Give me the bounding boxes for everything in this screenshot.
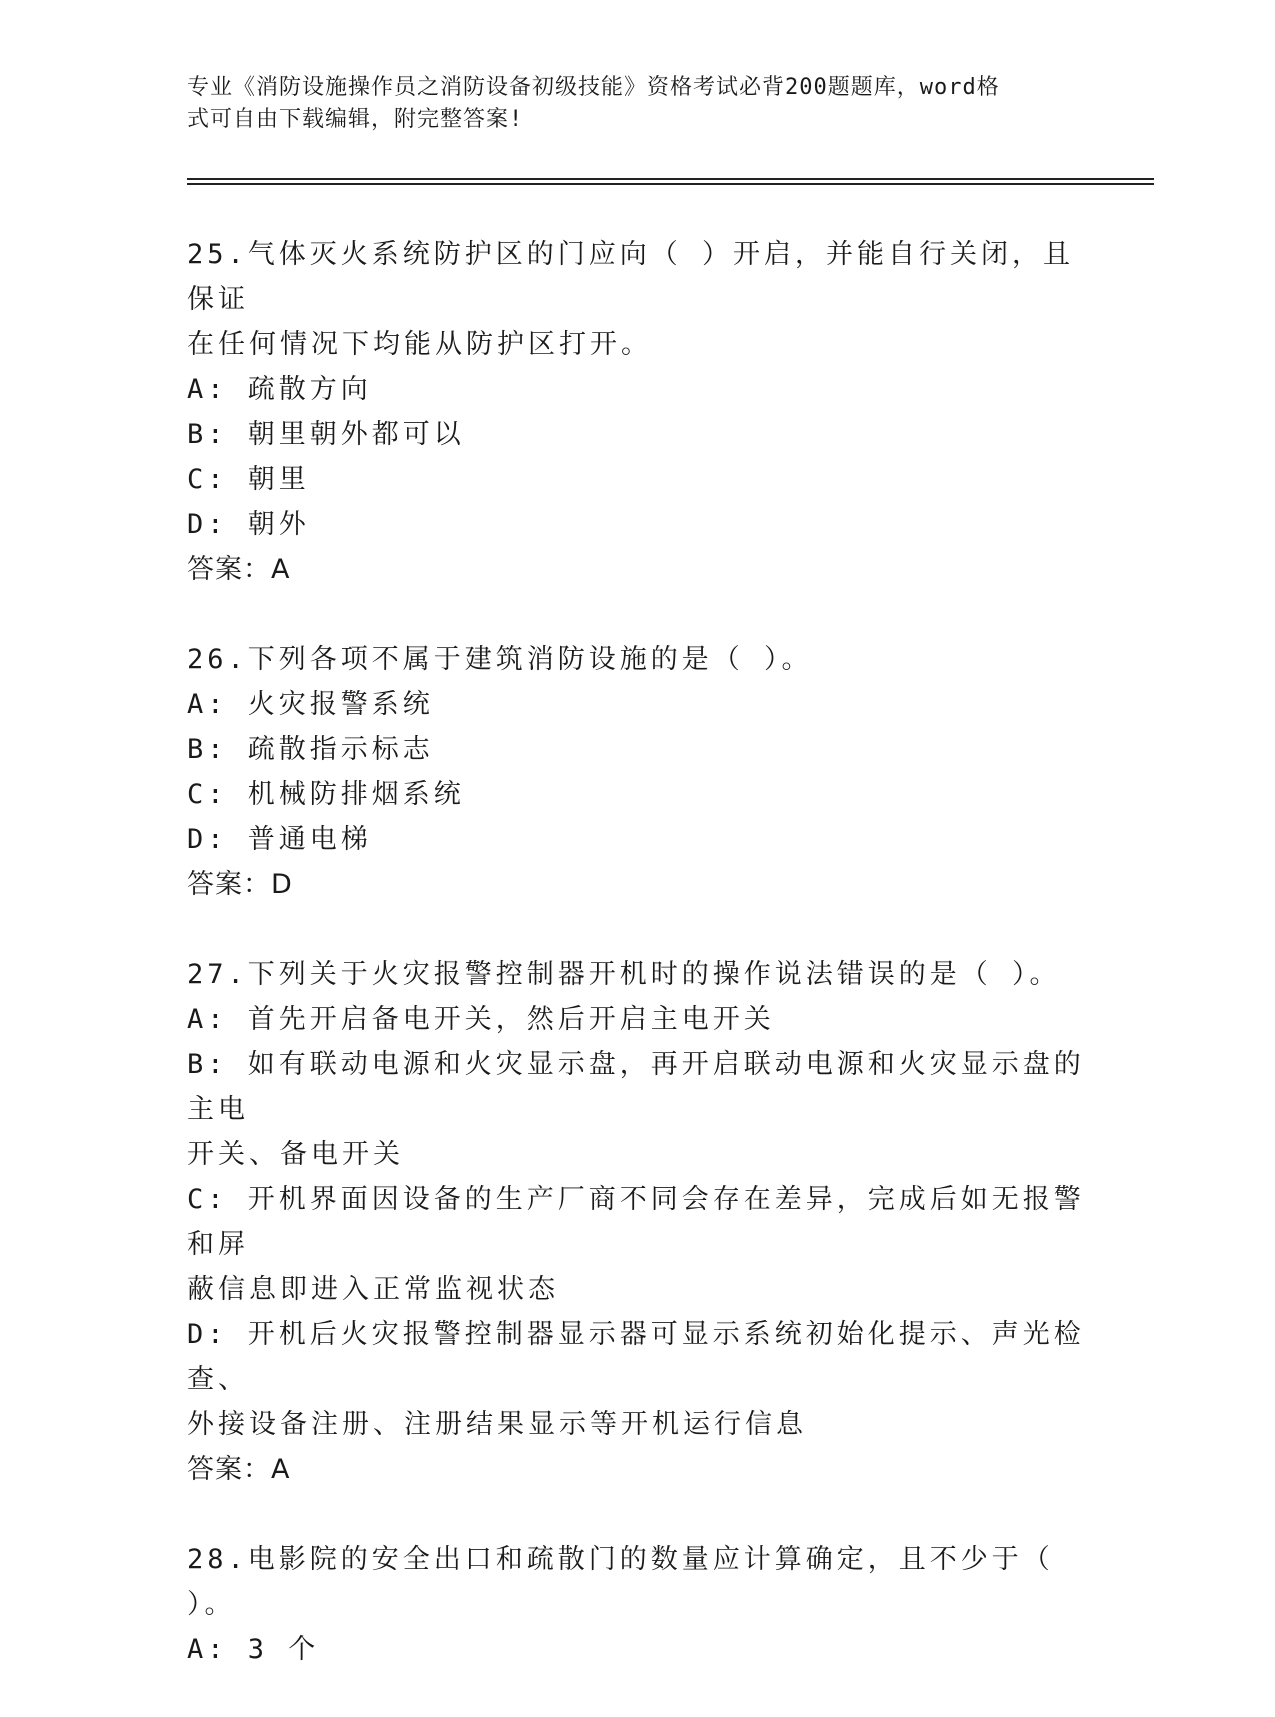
option-a: A: 首先开启备电开关，然后开启主电开关 bbox=[187, 1004, 775, 1035]
option-c: C: 朝里 bbox=[187, 464, 310, 495]
answer-label: 答案： bbox=[187, 1454, 271, 1485]
question-list bbox=[187, 232, 1087, 1717]
option-b-cont: 开关、备电开关 bbox=[187, 1139, 404, 1170]
option-d-cont: 外接设备注册、注册结果显示等开机运行信息 bbox=[187, 1409, 807, 1440]
answer-line bbox=[187, 862, 1087, 907]
option-b: B: 朝里朝外都可以 bbox=[187, 419, 465, 450]
option-d: D: 普通电梯 bbox=[187, 824, 372, 855]
header-divider-bottom bbox=[187, 183, 1154, 185]
option-c-cont: 蔽信息即进入正常监视状态 bbox=[187, 1274, 559, 1305]
option-d: D: 朝外 bbox=[187, 509, 310, 540]
question-text: 26.下列各项不属于建筑消防设施的是（ ）。 bbox=[187, 644, 813, 675]
question-25 bbox=[187, 232, 1087, 592]
question-text: 27.下列关于火灾报警控制器开机时的操作说法错误的是（ ）。 bbox=[187, 959, 1061, 990]
option-a: A: 疏散方向 bbox=[187, 374, 372, 405]
answer-label: 答案： bbox=[187, 554, 271, 585]
question-text: 在任何情况下均能从防护区打开。 bbox=[187, 329, 652, 360]
option-c: C: 开机界面因设备的生产厂商不同会存在差异，完成后如无报警和屏 bbox=[187, 1184, 1085, 1260]
header-line-1: 专业《消防设施操作员之消防设备初级技能》资格考试必背200题题库，word格 bbox=[187, 75, 1000, 100]
option-a: A: 火灾报警系统 bbox=[187, 689, 434, 720]
option-a: A: 3 个 bbox=[187, 1634, 320, 1665]
answer-label: 答案： bbox=[187, 869, 271, 900]
answer-value: A bbox=[271, 554, 291, 585]
document-header bbox=[187, 72, 1067, 136]
question-27 bbox=[187, 952, 1087, 1492]
option-b: B: 疏散指示标志 bbox=[187, 734, 434, 765]
answer-line bbox=[187, 547, 1087, 592]
answer-value: A bbox=[271, 1454, 291, 1485]
question-text: 28.电影院的安全出口和疏散门的数量应计算确定，且不少于（ ）。 bbox=[187, 1544, 1054, 1620]
option-c: C: 机械防排烟系统 bbox=[187, 779, 465, 810]
option-d: D: 开机后火灾报警控制器显示器可显示系统初始化提示、声光检查、 bbox=[187, 1319, 1085, 1395]
answer-value: D bbox=[271, 869, 293, 900]
header-divider-top bbox=[187, 178, 1154, 180]
header-line-2: 式可自由下载编辑，附完整答案! bbox=[187, 107, 524, 132]
answer-line bbox=[187, 1447, 1087, 1492]
option-b: B: 如有联动电源和火灾显示盘，再开启联动电源和火灾显示盘的主电 bbox=[187, 1049, 1085, 1125]
question-28 bbox=[187, 1537, 1087, 1672]
question-text: 25.气体灭火系统防护区的门应向（ ）开启，并能自行关闭，且保证 bbox=[187, 239, 1075, 315]
question-26 bbox=[187, 637, 1087, 907]
